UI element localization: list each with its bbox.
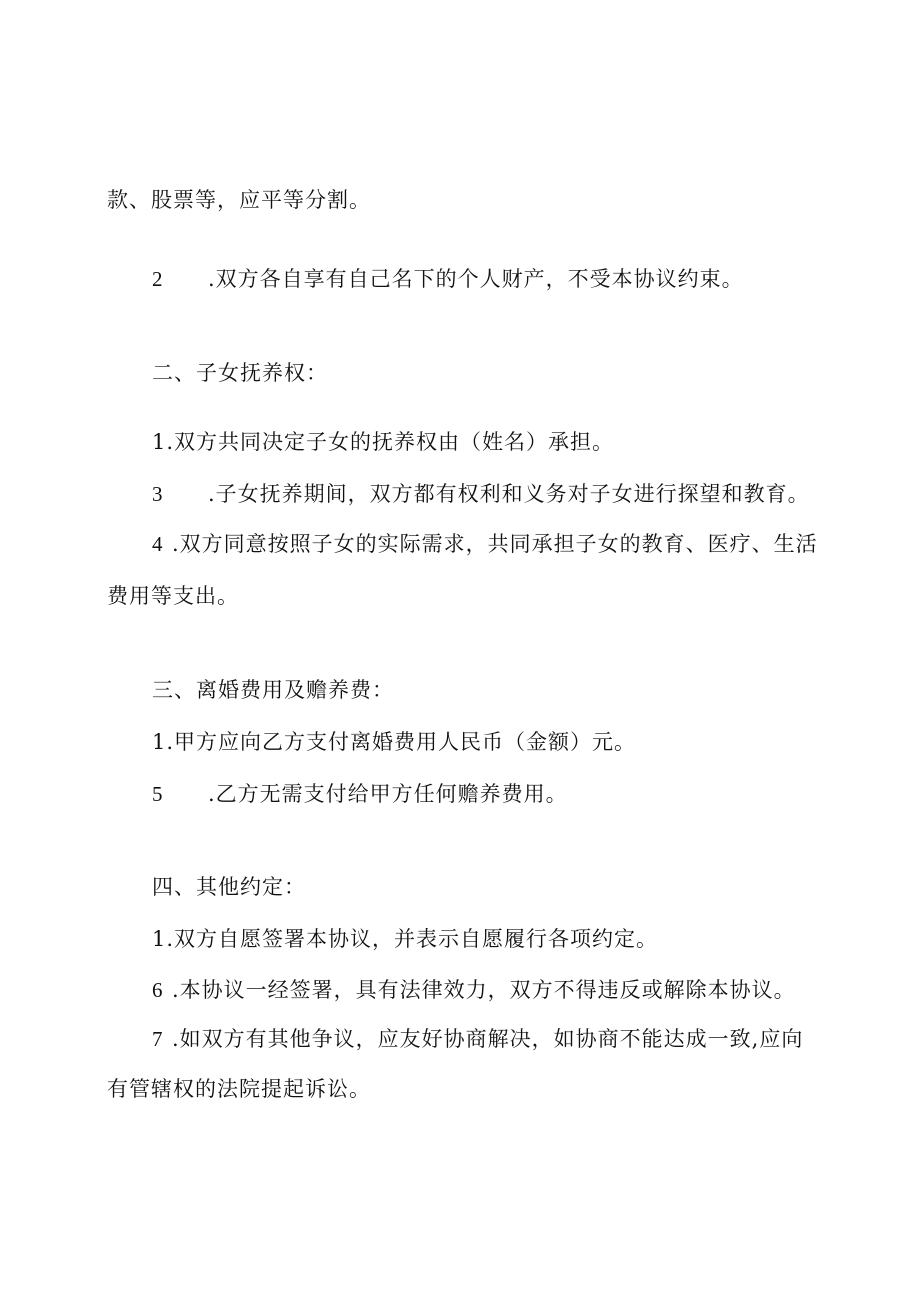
numbered-item <box>152 480 810 508</box>
item-text: .子女抚养期间，双方都有权利和义务对子女进行探望和教育。 <box>208 482 810 506</box>
numbered-item <box>152 1025 803 1053</box>
section-heading: 三、离婚费用及赡养费： <box>152 678 394 702</box>
paragraph-line: 有管辖权的法院提起诉讼。 <box>107 1077 371 1101</box>
item-number: 3 <box>152 482 164 506</box>
numbered-item <box>152 530 818 558</box>
item-number: 4 <box>152 532 164 556</box>
numbered-item: 1.甲方应向乙方支付离婚费用人民币（金额）元。 <box>152 730 637 754</box>
numbered-item: 1.双方共同决定子女的抚养权由（姓名）承担。 <box>152 430 615 454</box>
numbered-item <box>152 780 568 808</box>
section-heading: 二、子女抚养权： <box>152 361 328 385</box>
item-text: .如双方有其他争议，应友好协商解决，如协商不能达成一致,应向 <box>172 1027 804 1051</box>
item-text: .双方各自享有自己名下的个人财产，不受本协议约束。 <box>208 267 744 291</box>
item-number: 7 <box>152 1027 164 1051</box>
item-number: 2 <box>152 267 164 291</box>
item-number: 5 <box>152 782 164 806</box>
item-text: .本协议一经签署，具有法律效力，双方不得违反或解除本协议。 <box>172 978 796 1002</box>
paragraph-line: 费用等支出。 <box>107 584 239 608</box>
item-text: .乙方无需支付给甲方任何赡养费用。 <box>208 782 568 806</box>
section-heading: 四、其他约定： <box>152 875 306 899</box>
numbered-item <box>152 265 744 293</box>
numbered-item <box>152 976 796 1004</box>
item-text: .双方同意按照子女的实际需求，共同承担子女的教育、医疗、生活 <box>172 532 818 556</box>
numbered-item: 1.双方自愿签署本协议，并表示自愿履行各项约定。 <box>152 927 659 951</box>
item-number: 6 <box>152 978 164 1002</box>
paragraph-line: 款、股票等，应平等分割。 <box>107 188 371 212</box>
